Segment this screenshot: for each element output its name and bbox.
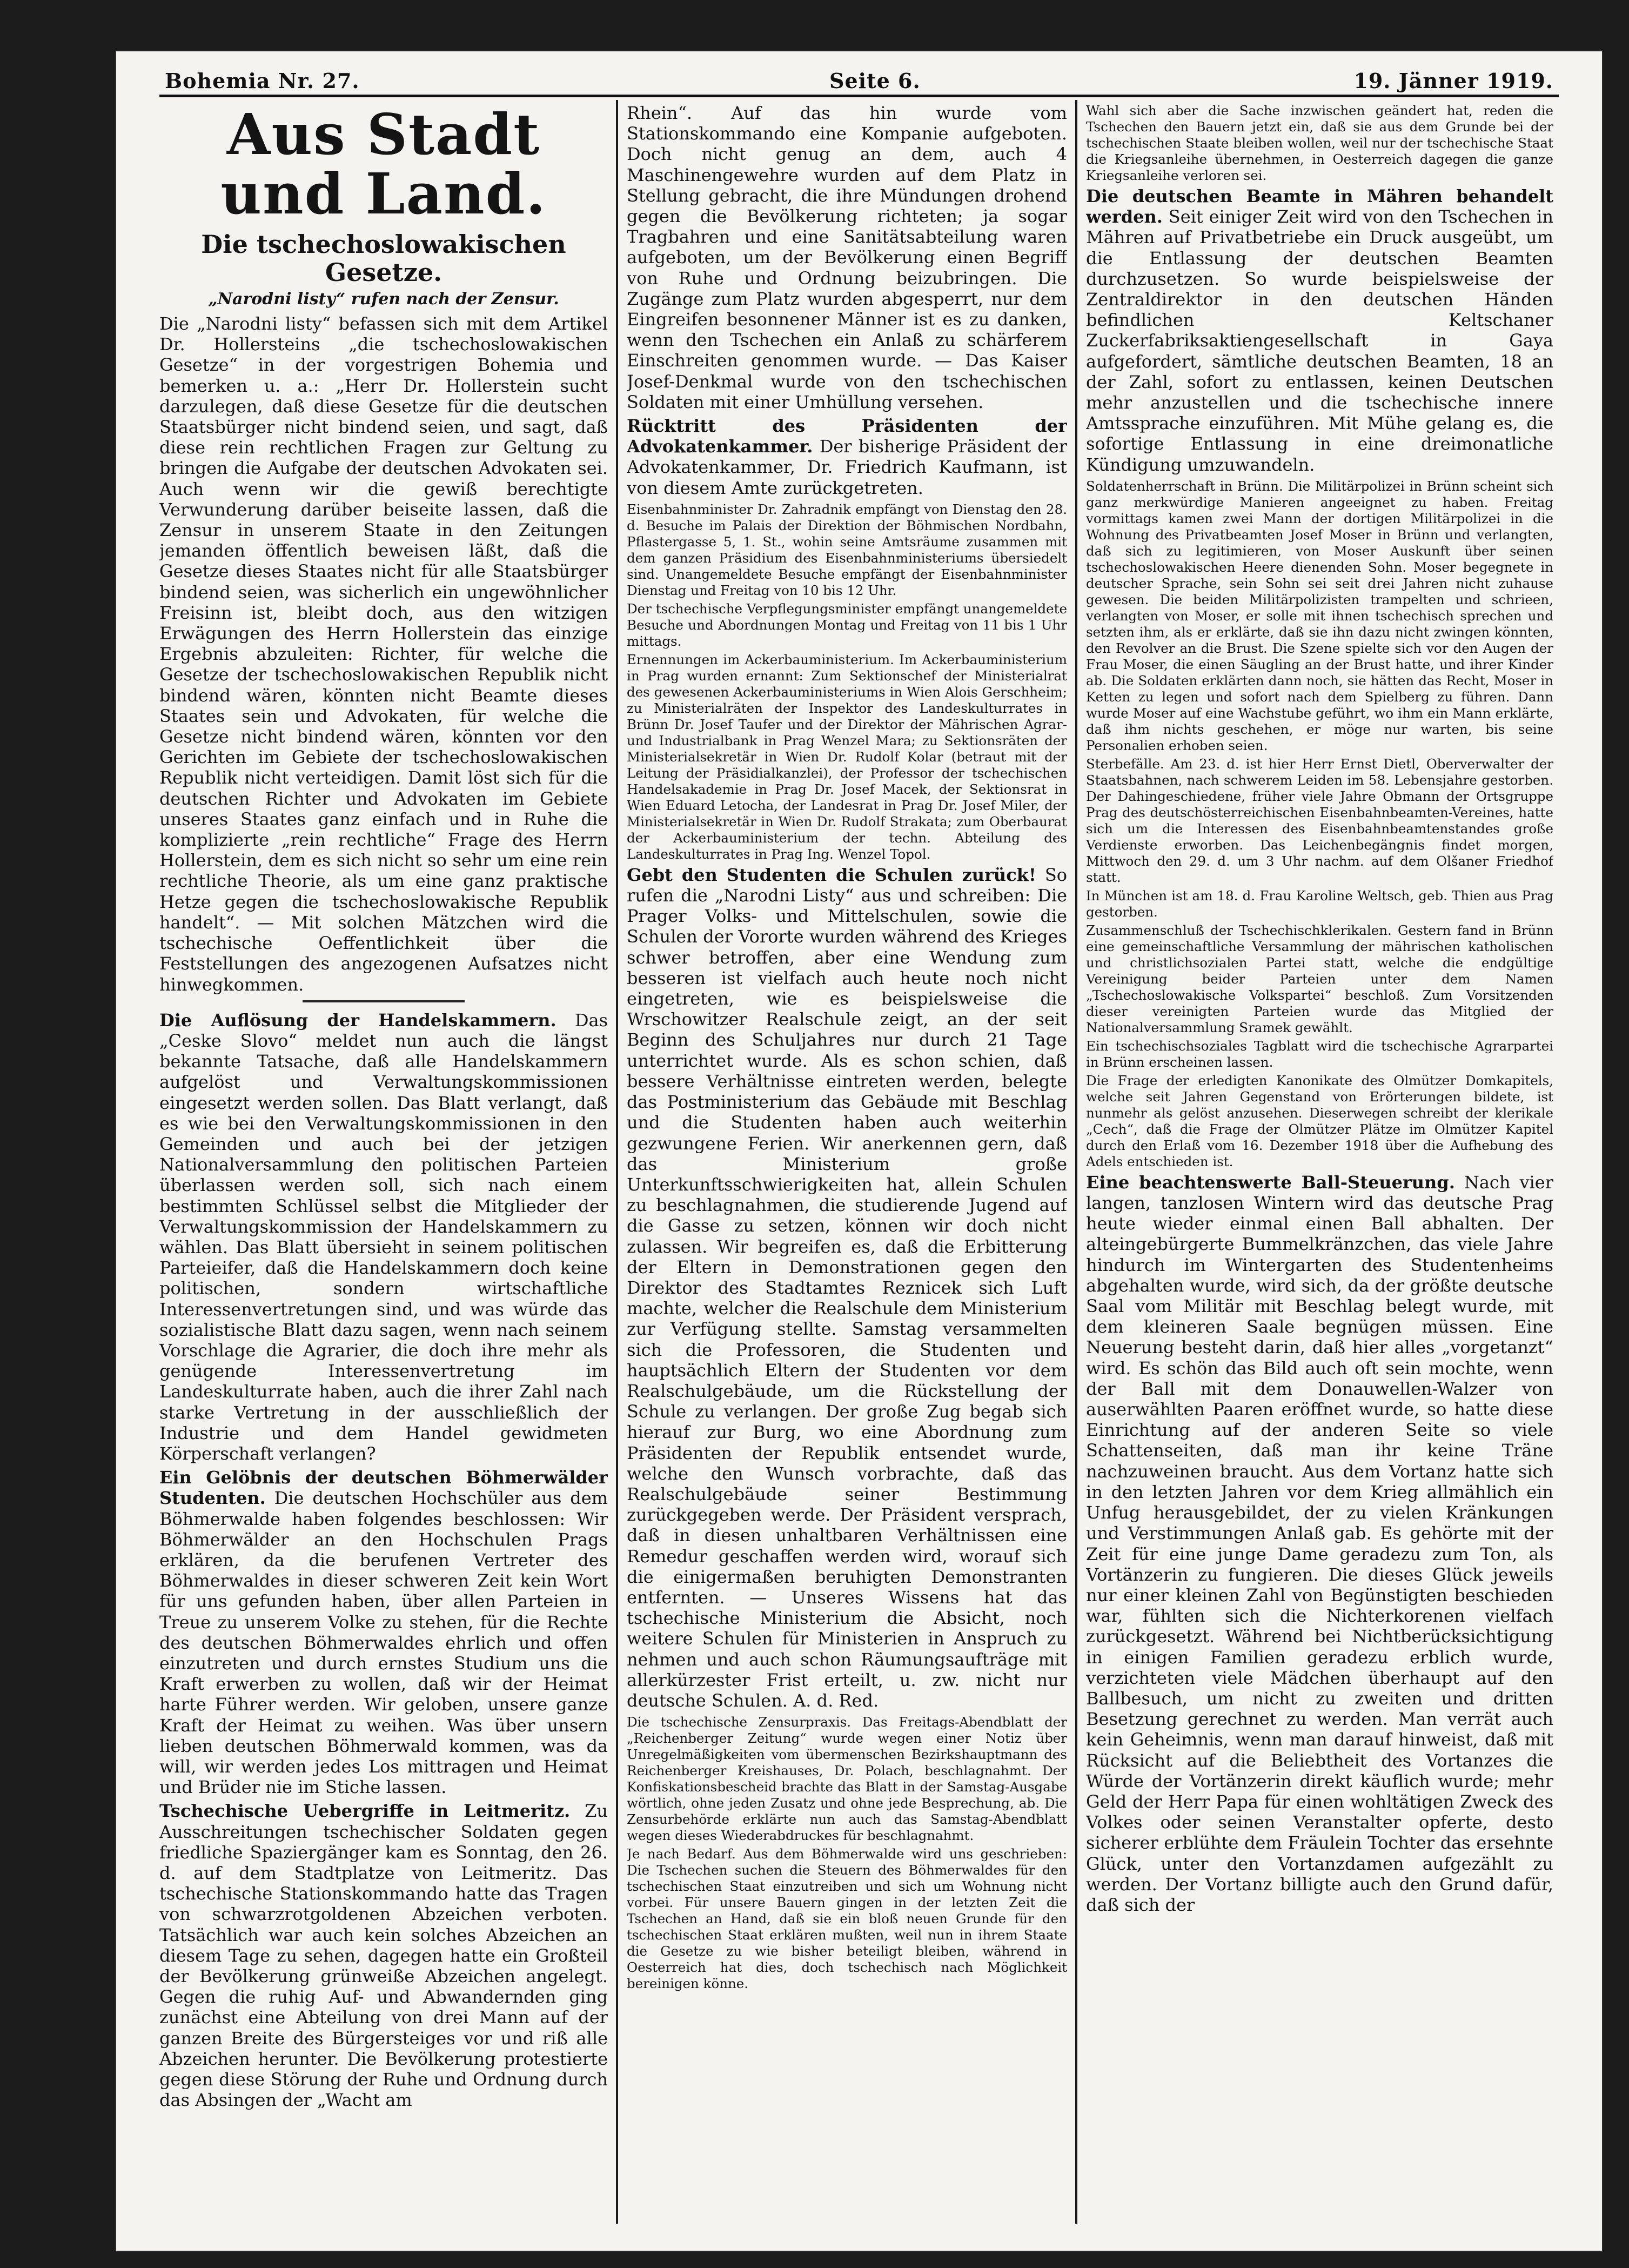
article-paragraph <box>1086 186 1553 475</box>
column-2 <box>627 103 1067 2226</box>
article-subtitle: „Narodni listy“ rufen nach der Zensur. <box>208 290 559 309</box>
article-body: Nach vier langen, tanzlosen Wintern wird das deutsche Prag heute wieder einmal einen Ball abhalten. Der alteingebürgerte Bummelkränzchen, das viele Jahre hindurch im Wintergarten des Studentenheims abgehalten wurde, wird sich, da der größte deutsche Saal vom Militär mit Beschlag belegt wurde, mit dem kleineren Saale begnügen müssen. Eine Neuerung besteht darin, daß hier alles „vorgetanzt“ wird. Es schön das Bild auch oft sein mochte, wenn der Ball mit dem Donauwellen-Walzer von auserwählten Paaren eröffnet wurde, so hatte diese Einrichtung auf der anderen Seite so viele Schattenseiten, daß man ihr keine Träne nachzuweinen braucht. Aus dem Vortanz hatte sich in den letzten Jahren vor dem Krieg allmählich ein Unfug herausgebildet, der zu vielen Kränkungen und Verstimmungen Anlaß gab. Es gehörte mit der Zeit für eine junge Dame geradezu zum Ton, als Vortänzerin zu fungieren. Die dieses Glück jeweils nur einer kleinen Zahl von Begünstigten beschieden war, fühlten sich die Nichterkorenen vielfach zurückgesetzt. Während bei Nichtberücksichtigung in einigen Familien geradezu erblich wurde, verzichteten viele Mädchen überhaupt auf den Ballbesuch, um nicht zu zweiten und dritten Besetzung gerechnet zu werden. Man verrät auch kein Geheimnis, wenn man darauf hinweist, daß mit Rücksicht auf die Beliebtheit des Vortanzes die Würde der Vortänzerin direkt käuflich wurde; mehr Geld der Herr Papa für einen wohltätigen Zweck des Volkes oder seinen Veranstalter opferte, desto sicherer erblühte dem Fräulein Tochter das ersehnte Glück, unter den Vortanzdamen aufgezählt zu werden. Der Vortanz billigte auch den Grund dafür, daß sich der <box>1086 1172 1553 1915</box>
article-lead: Die Auflösung der Handelskammern. <box>159 1009 557 1031</box>
column-1 <box>159 103 608 2226</box>
article-paragraph <box>627 416 1067 498</box>
article-paragraph <box>159 1467 608 1797</box>
article-body: Das „Ceske Slovo“ meldet nun auch die längst bekannte Tatsache, daß alle Handelskammern aufgelöst und Verwaltungskommissionen eingesetzt werden sollen. Das Blatt verlangt, daß es wie bei den Verwaltungskommissionen in den Gemeinden und auch bei der jetzigen Nationalversammlung den politischen Parteien überlassen werden soll, sich nach einem bestimmten Schlüssel selbst die Mitglieder der Verwaltungskommission der Handelskammern zu wählen. Das Blatt übersieht in seinem politischen Parteieifer, daß die Handelskammern doch keine politischen, sondern wirtschaftliche Interessenvertretungen sind, und was würde das sozialistische Blatt dazu sagen, wenn nach seinem Vorschlage die Agrarier, die doch ihre mehr als genügende Interessenvertretung im Landeskulturrate haben, auch die ihrer Zahl nach starke Vertretung in der ausschließlich der Industrie und dem Handel gewidmeten Körperschaft verlangen? <box>159 1009 608 1464</box>
notice-paragraph: Der tschechische Verpflegungsminister empfängt unangemeldete Besuche und Abordnungen Montag und Freitag von 11 bis 1 Uhr mittags. <box>627 600 1067 649</box>
notice-paragraph: Sterbefälle. Am 23. d. ist hier Herr Ernst Dietl, Oberverwalter der Staatsbahnen, nach schwerem Leiden im 58. Lebensjahre gestorben. Der Dahingeschiedene, früher viele Jahre Obmann der Ortsgruppe Prag des deutschösterreichischen Eisenbahnbeamten-Vereines, hatte sich um die Interessen des Eisenbahnbeamtenstandes große Verdienste erworben. Das Leichenbegängnis findet morgen, Mittwoch den 29. d. um 3 Uhr nachm. auf dem Olšaner Friedhof statt. <box>1086 755 1553 885</box>
page-number: Seite 6. <box>829 69 921 93</box>
notice-paragraph: Soldatenherrschaft in Brünn. Die Militärpolizei in Brünn scheint sich ganz merkwürdige Manieren angeeignet zu haben. Freitag vormittags kamen zwei Mann der dortigen Militärpolizei in die Wohnung des Privatbeamten Josef Moser in Brünn und verlangten, daß sich zu legitimieren, von Moser Auskunft über seinen tschechoslowakischen Heere dienenden Sohn. Moser begegnete in deutscher Sprache, sein Sohn sei seit drei Jahren nicht zuhause gewesen. Die beiden Militärpolizisten trampelten und schrieen, verlangten von Moser, er solle mit ihnen tschechisch sprechen und setzten ihm, als er erklärte, daß sie ihn dazu nicht zwingen könnten, den Revolver an die Brust. Die Szene spielte sich vor den Augen der Frau Moser, die einen Säugling an der Brust hatte, und ihrer Kinder ab. Die Soldaten erklärten dann noch, sie hätten das Recht, Moser in Ketten zu legen und sofort nach dem Spielberg zu führen. Dann wurde Moser auf eine Wachstube geführt, wo ihm ein Mann erklärte, daß ihm nichts geschehen, er möge nur warten, bis seine Personalien erhoben seien. <box>1086 478 1553 753</box>
article-title: Die tschechoslowakischen Gesetze. <box>201 230 566 287</box>
article-body: Seit einiger Zeit wird von den Tschechen in Mähren auf Privatbetriebe ein Druck ausgeübt, um die Entlassung der deutschen Beamten durchzusetzen. So wurde beispielsweise der Zentraldirektor in den deutschen Händen befindlichen Keltschaner Zuckerfabriksaktiengesellschaft in Gaya aufgefordert, sämtliche deutschen Beamten, 18 an der Zahl, sofort zu entlassen, keinen Deutschen mehr anzustellen und die tschechische innere Amtssprache einzuführen. Mit Mühe gelang es, die sofortige Entlassung in eine dreimonatliche Kündigung umzuwandeln. <box>1086 206 1553 475</box>
article-lead: Gebt den Studenten die Schulen zurück! <box>627 864 1036 885</box>
article-lead: Tschechische Uebergriffe in Leitmeritz. <box>159 1801 571 1822</box>
article-paragraph <box>159 1010 608 1464</box>
notice-paragraph: Ernennungen im Ackerbauministerium. Im Ackerbauministerium in Prag wurden ernannt: Zum Sektionschef der Ministerialrat des gewesenen Ackerbauministeriums in Wien Alois Gerschheim; zu Ministerialräten der Inspektor des Landeskulturrates in Brünn Dr. Josef Taufer und der Direktor der Mährischen Agrar- und Industrialbank in Prag Wenzel Mara; zu Sektionsräten der Ministerialsekretär in Wien Dr. Rudolf Kolar (betraut mit der Leitung der Präsidialkanzlei), der Professor der tschechischen Handelsakademie in Prag Dr. Josef Macek, der Sektionsrat in Wien Eduard Letocha, der Landesrat in Prag Dr. Josef Miler, der Ministerialsekretär in Wien Dr. Rudolf Strakata; zum Oberbaurat der Ackerbauministerium der techn. Abteilung des Landeskulturrates in Prag Ing. Wenzel Topol. <box>627 651 1067 862</box>
article-lead: Ein Gelöbnis der deutschen Böhmerwälder Studenten. <box>159 1467 608 1509</box>
article-lead: Eine beachtenswerte Ball-Steuerung. <box>1086 1172 1455 1193</box>
section-masthead: Aus Stadt und Land. <box>220 103 547 227</box>
column-divider <box>1075 100 1077 2224</box>
notice-paragraph: Zusammenschluß der Tschechischklerikalen. Gestern fand in Brünn eine gemeinschaftliche Versammlung der mährischen katholischen und christlichsozialen Partei statt, welche die endgültige Vereinigung beider Parteien unter dem Namen „Tschechoslowakische Volkspartei“ beschloß. Zum Vorsitzenden dieser vereinigten Parteien wurde das Mitglied der Nationalversammlung Sramek gewählt. <box>1086 922 1553 1035</box>
notice-paragraph: Die Frage der erledigten Kanonikate des Olmützer Domkapitels, welche seit Jahren Gegenstand von Erörterungen bildete, ist nunmehr als gelöst anzusehen. Dieserwegen schreibt der klerikale „Cech“, daß die Frage der Olmützer Plätze im Olmützer Kapitel durch den Erlaß vom 16. Dezember 1918 über die Aufhebung des Adels entschieden ist. <box>1086 1072 1553 1169</box>
article-divider <box>303 1000 465 1002</box>
page-header <box>165 62 1553 95</box>
article-body: Der bisherige Präsident der Advokatenkammer, Dr. Friedrich Kaufmann, ist von diesem Amte zurückgetreten. <box>627 436 1067 498</box>
article-body: Die deutschen Hochschüler aus dem Böhmerwalde haben folgendes beschlossen: Wir Böhmerwälder an den Hochschulen Prags erklären, da die berufenen Vertreter des Böhmerwaldes in dieser schweren Zeit kein Wort für uns gefunden haben, über allen Parteien in Treue zu unserem Volke zu stehen, für die Rechte des deutschen Böhmerwaldes ehrlich und offen einzutreten und durch ernstes Studium uns die Kraft erwerben zu wollen, daß wir der Heimat harte Führer werden. Wir geloben, unsere ganze Kraft der Heimat zu weihen. Was über unsern lieben deutschen Böhmerwald kommen, was da will, wir werden jedes Los mittragen und Heimat und Brüder nie im Stiche lassen. <box>159 1488 608 1798</box>
newspaper-page <box>116 51 1602 2251</box>
article-paragraph: Die „Narodni listy“ befassen sich mit dem Artikel Dr. Hollersteins „die tschechoslowakischen Gesetze“ in der vorgestrigen Bohemia und bemerken u. a.: „Herr Dr. Hollerstein sucht darzulegen, daß diese Gesetze für die deutschen Staatsbürger nicht bindend seien, und sagt, daß diese rein rechtlichen Fragen zur Geltung zu bringen die Aufgabe der deutschen Advokaten sei. Auch wenn wir die gewiß berechtigte Verwunderung darüber beiseite lassen, daß die Zensur in unserem Staate in den Zeitungen jemanden öffentlich beweisen läßt, daß die Gesetze dieses Staates nicht für alle Staatsbürger bindend seien, was sicherlich ein ungewöhnlicher Freisinn ist, bleibt doch, aus den witzigen Erwägungen des Herrn Hollerstein das einzige Ergebnis abzuleiten: Richter, für welche die Gesetze der tschechoslowakischen Republik nicht bindend wären, könnten nicht Beamte dieses Staates sein und Advokaten, für welche die Gesetze nicht bindend wären, könnten vor den Gerichten im Gebiete der tschechoslowakischen Republik nicht verteidigen. Damit löst sich für die deutschen Richter und Advokaten im Gebiete unseres Staates ganz einfach und in Ruhe die komplizierte „rein rechtliche“ Frage des Herrn Hollerstein, dem es sich nicht so sehr um eine rein rechtliche Theorie, als um eine ganz praktische Hetze gegen die tschechoslowakische Republik handelt“. — Mit solchen Mätzchen wird die tschechische Oeffentlichkeit über die Feststellungen des angezogenen Aufsatzes nicht hinwegkommen. <box>159 313 608 995</box>
article-body: So rufen die „Narodni Listy“ aus und schreiben: Die Prager Volks- und Mittelschulen, sowie die Schulen der Vororte wurden während des Krieges schwer betroffen, aber eine Wendung zum besseren ist vielfach auch heute noch nicht eingetreten, wie es beispielsweise die Wrschowitzer Realschule zeigt, an der seit Beginn des Schuljahres nur durch 21 Tage unterrichtet wurde. Als es schon schien, daß bessere Verhältnisse eintreten werden, belegte das Postministerium das Gebäude mit Beschlag und die Studenten haben auch weiterhin gezwungene Ferien. Wir anerkennen gern, daß das Ministerium große Unterkunftsschwierigkeiten hat, allein Schulen zu beschlagnahmen, die studierende Jugend auf die Gasse zu setzen, können wir doch nicht zulassen. Wir begreifen es, daß die Erbitterung der Eltern in Demonstrationen gegen den Direktor des Stadtamtes Reznicek sich Luft machte, welcher die Realschule dem Ministerium zur Verfügung stellte. Samstag versammelten sich die Professoren, die Studenten und hauptsächlich Eltern der Studenten vor dem Realschulgebäude, um die Rückstellung der Schule zu verlangen. Der große Zug begab sich hierauf zur Burg, wo eine Abordnung zum Präsidenten der Republik entsendet wurde, welche den Wunsch vorbrachte, daß das Realschulgebäude seiner Bestimmung zurückgegeben werde. Der Präsident versprach, daß in diesen unhaltbaren Verhältnissen eine Remedur geschaffen werden wird, worauf sich die einigermaßen beruhigten Demonstranten entfernten. — Unseres Wissens hat das tschechische Ministerium die Absicht, noch weitere Schulen für Ministerien in Anspruch zu nehmen und auch schon Räumungsaufträge mit allerkürzester Frist erteilt, u. zw. nicht nur deutsche Schulen. A. d. Red. <box>627 864 1067 1711</box>
header-rule <box>159 95 1559 97</box>
article-body: Zu Ausschreitungen tschechischer Soldaten gegen friedliche Spaziergänger kam es Sonntag, den 26. d. auf dem Stadtplatze von Leitmeritz. Das tschechische Stationskommando hatte das Tragen von schwarzrotgoldenen Abzeichen verboten. Tatsächlich war auch kein solches Abzeichen an diesem Tage zu sehen, dagegen hatte ein Großteil der Bevölkerung grünweiße Abzeichen angelegt. Gegen die ruhig Auf- und Abwandernden ging zunächst eine Abteilung von drei Mann auf der ganzen Breite des Bürgersteiges vor und riß alle Abzeichen herunter. Die Bevölkerung protestierte gegen diese Störung der Ruhe und Ordnung durch das Absingen der „Wacht am <box>159 1801 608 2111</box>
notice-paragraph: Je nach Bedarf. Aus dem Böhmerwalde wird uns geschrieben: Die Tschechen suchen die Steuern des Böhmerwaldes für den tschechischen Staat einzutreiben und sich um Wohnung nicht vorbei. Für unsere Bauern gingen in der letzten Zeit die Tschechen an Hand, daß sie ein bloß neuen Grunde für den tschechischen Staat erklären mußten, weil nun in ihrem Staate die Gesetze zu wie bisher beteiligt bleiben, während in Oesterreich hat dies, doch tschechisch nach Möglichkeit bereinigen könne. <box>627 1846 1067 1992</box>
article-paragraph <box>627 865 1067 1711</box>
article-paragraph <box>159 1801 608 2110</box>
issue-label: Bohemia Nr. 27. <box>165 69 360 93</box>
article-lead: Rücktritt des Präsidenten der Advokatenkammer. <box>627 416 1067 457</box>
column-divider <box>616 100 618 2224</box>
column-3 <box>1086 103 1553 2226</box>
notice-paragraph: Eisenbahnminister Dr. Zahradnik empfängt von Dienstag den 28. d. Besuche im Palais der Direktion der Böhmischen Nordbahn, Pflastergasse 5, 1. St., wohin seine Amtsräume zusammen mit dem ganzen Präsidium des Eisenbahnministeriums übersiedelt sind. Unangemeldete Besuche empfängt der Eisenbahnminister Dienstag und Freitag von 10 bis 12 Uhr. <box>627 501 1067 598</box>
notice-paragraph: Wahl sich aber die Sache inzwischen geändert hat, reden die Tschechen den Bauern jetzt ein, daß sie aus dem Grunde bei der tschechischen Staate bleiben wollen, weil nur der tschechische Staat die Kriegsanleihe übernehmen, in Oesterreich dagegen die ganze Kriegsanleihe verloren sei. <box>1086 103 1553 183</box>
article-lead: Die deutschen Beamte in Mähren behandelt werden. <box>1086 186 1553 228</box>
article-paragraph <box>1086 1172 1553 1915</box>
article-paragraph: Rhein“. Auf das hin wurde vom Stationskommando eine Kompanie aufgeboten. Doch nicht genug an dem, auch 4 Maschinengewehre wurden auf dem Platz in Stellung gebracht, die ihre Mündungen drohend gegen die Bevölkerung richteten; ja sogar Tragbahren und eine Sanitätsabteilung waren aufgeboten, um der Bevölkerung einen Begriff von Ruhe und Ordnung beizubringen. Die Zugänge zum Platz wurden abgesperrt, nur dem Eingreifen besonnener Männer ist es zu danken, wenn den Tschechen ein Anlaß zu schärferem Einschreiten genommen wurde. — Das Kaiser Josef-Denkmal wurde von den tschechischen Soldaten mit einer Umhüllung versehen. <box>627 103 1067 412</box>
notice-paragraph: Die tschechische Zensurpraxis. Das Freitags-Abendblatt der „Reichenberger Zeitung“ wurde wegen einer Notiz über Unregelmäßigkeiten vom übermenschen Bezirkshauptmann des Reichenberger Kreishauses, Dr. Polach, beschlagnahmt. Der Konfiskationsbescheid brachte das Blatt in der Samstag-Ausgabe wörtlich, ohne jeden Zusatz und ohne jede Besprechung, ab. Die Zensurbehörde erklärte nun auch das Samstag-Abendblatt wegen dieses Wiederabdruckes für beschlagnahmt. <box>627 1714 1067 1844</box>
issue-date: 19. Jänner 1919. <box>1353 69 1553 93</box>
notice-paragraph: Ein tschechischsoziales Tagblatt wird die tschechische Agrarpartei in Brünn erscheinen lassen. <box>1086 1038 1553 1070</box>
notice-paragraph: In München ist am 18. d. Frau Karoline Weltsch, geb. Thien aus Prag gestorben. <box>1086 887 1553 920</box>
